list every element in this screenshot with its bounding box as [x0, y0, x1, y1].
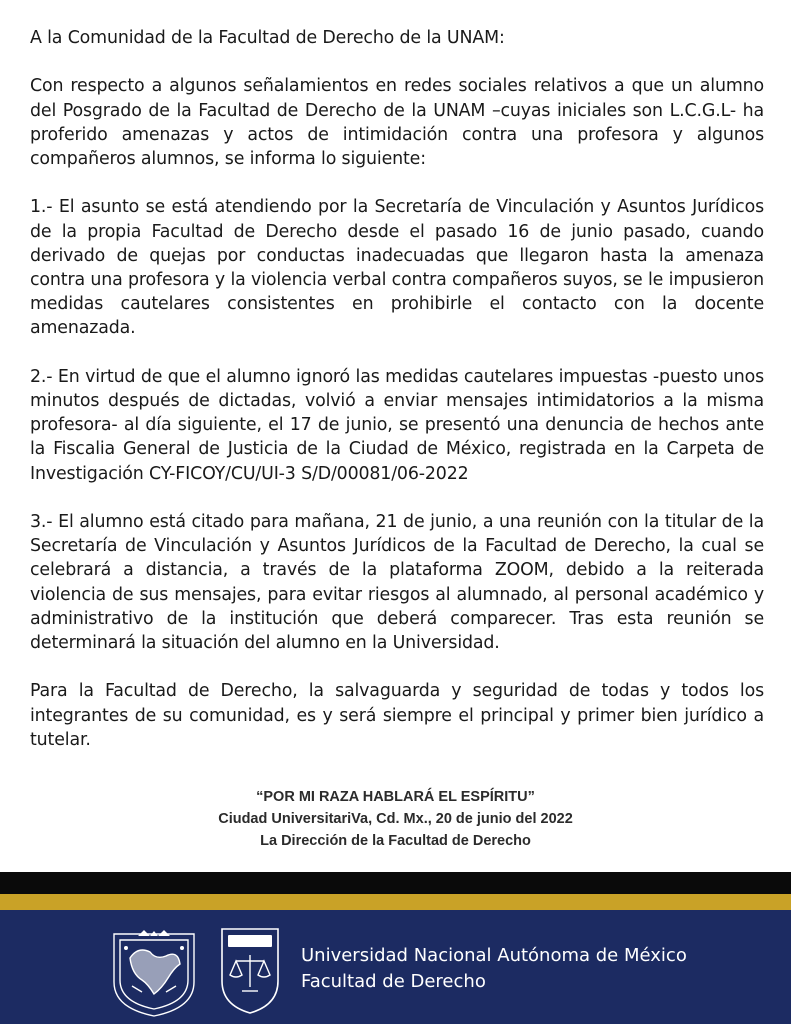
- signer: La Dirección de la Facultad de Derecho: [260, 833, 531, 849]
- letter-point-1: 1.- El asunto se está atendiendo por la Secretaría de Vinculación y Asuntos Jurídicos de la propia Facultad de Derecho desde el pasado 16 de junio pasado, cuando derivado de quejas por conductas inadecuadas que llegaron hasta la amenaza contra una profesora y la violencia verbal contra compañeros suyos, se le impusieron medidas cautelares consistentes en prohibirle el contacto con la docente amenazada.: [30, 197, 764, 339]
- facultad-derecho-shield-icon: [218, 925, 282, 1015]
- university-name: Universidad Nacional Autónoma de México: [301, 945, 687, 966]
- letter-body: [30, 26, 764, 776]
- unam-crest-icon: [108, 928, 200, 1018]
- place-date: Ciudad UniversitariVa, Cd. Mx., 20 de junio del 2022: [218, 811, 573, 827]
- footer-text: [301, 943, 687, 995]
- letter-intro-paragraph: Con respecto a algunos señalamientos en redes sociales relativos a que un alumno del Posgrado de la Facultad de Derecho de la UNAM –cuyas iniciales son L.C.G.L- ha proferido amenazas y actos de intimidación contra una profesora y algunos compañeros alumnos, se informa lo siguiente:: [30, 76, 764, 169]
- letter-point-2: 2.- En virtud de que el alumno ignoró las medidas cautelares impuestas -puesto unos minutos después de dictadas, volvió a enviar mensajes intimidatorios a la misma profesora- al día siguiente, el 17 de junio, se presentó una denuncia de hechos ante la Fiscalia General de Justicia de la Ciudad de México, registrada en la Carpeta de Investigación CY-FICOY/CU/UI-3 S/D/00081/06-2022: [30, 366, 764, 484]
- footer-banner: [0, 910, 791, 1024]
- footer-black-band: [0, 872, 791, 894]
- footer-gold-band: [0, 894, 791, 910]
- signature-block: [0, 786, 791, 852]
- letter-point-3: 3.- El alumno está citado para mañana, 21 de junio, a una reunión con la titular de la Secretaría de Vinculación y Asuntos Jurídicos de la Facultad de Derecho, la cual se celebrará a distancia, a través de la plataforma ZOOM, debido a la reiterada violencia de sus mensajes, para evitar riesgos al alumnado, al personal académico y administrativo de la institución que deberá comparecer. Tras esta reunión se determinará la situación del alumno en la Universidad.: [30, 512, 764, 654]
- letter-greeting: A la Comunidad de la Facultad de Derecho de la UNAM:: [30, 28, 505, 48]
- motto: “POR MI RAZA HABLARÁ EL ESPÍRITU”: [256, 789, 535, 805]
- letter-closing-paragraph: Para la Facultad de Derecho, la salvaguarda y seguridad de todas y todos los integrantes de su comunidad, es y será siempre el principal y primer bien jurídico a tutelar.: [30, 681, 764, 750]
- faculty-name: Facultad de Derecho: [301, 971, 486, 992]
